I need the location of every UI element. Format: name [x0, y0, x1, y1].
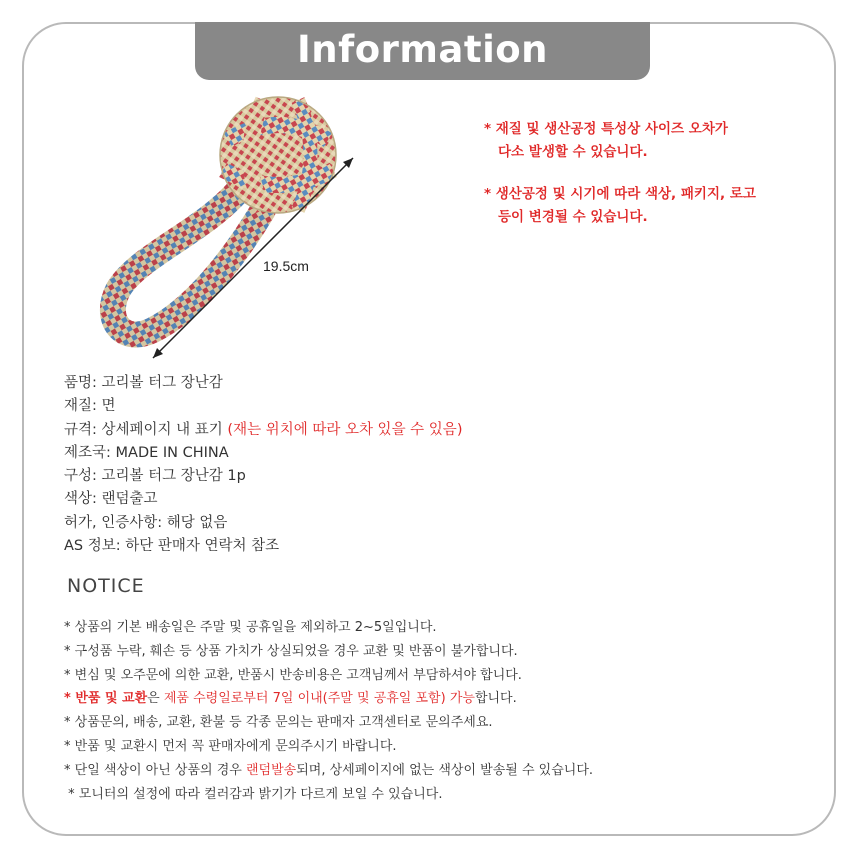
notice-list: [64, 616, 593, 806]
notice-random-highlight: 랜덤발송: [246, 762, 297, 778]
warning-size-line2: 다소 발생할 수 있습니다.: [498, 144, 648, 160]
notice-random-color: [64, 759, 593, 783]
spec-origin: 제조국: MADE IN CHINA: [64, 444, 229, 461]
notice-return-text1: 은: [147, 691, 164, 707]
notice-random-text1: * 단일 색상이 아닌 상품의 경우: [64, 762, 246, 778]
spec-certification: 허가, 인증사항: 해당 없음: [64, 514, 228, 531]
spec-composition: 구성: 고리볼 터그 장난감 1p: [64, 468, 246, 485]
notice-contact-first: * 반품 및 교환시 먼저 꼭 판매자에게 문의주시기 바랍니다.: [64, 738, 397, 754]
notice-random-text2: 되며, 상세페이지에 없는 색상이 발송될 수 있습니다.: [296, 762, 594, 778]
header-tab: [195, 22, 650, 80]
rope-ball-toy-image: [58, 90, 378, 370]
notice-missing-parts: * 구성품 누락, 훼손 등 상품 가치가 상실되었을 경우 교환 및 반품이 불가합니다.: [64, 643, 518, 659]
notice-return-text2: 합니다.: [474, 691, 517, 707]
product-specs: [64, 372, 462, 558]
notice-change-of-mind: * 변심 및 오주문에 의한 교환, 반품시 반송비용은 고객님께서 부담하셔야 합니다.: [64, 667, 522, 683]
spec-size-note: (재는 위치에 따라 오차 있을 수 있음): [227, 421, 463, 438]
spec-name: 품명: 고리볼 터그 장난감: [64, 375, 223, 391]
spec-material: 재질: 면: [64, 398, 116, 415]
notice-inquiries: * 상품문의, 배송, 교환, 환불 등 각종 문의는 판매자 고객센터로 문의주세요.: [64, 715, 493, 731]
notice-shipping: * 상품의 기본 배송일은 주말 및 공휴일을 제외하고 2~5일입니다.: [64, 620, 437, 635]
spec-color: 색상: 랜덤출고: [64, 491, 158, 508]
warning-change: [484, 183, 756, 229]
warning-change-line2: 등이 변경될 수 있습니다.: [498, 209, 648, 225]
notice-return-label: * 반품 및 교환: [64, 691, 148, 707]
warning-size-line1: * 재질 및 생산공정 특성상 사이즈 오차가: [484, 121, 728, 137]
notice-return-highlight: 제품 수령일로부터 7일 이내(주말 및 공휴일 포함) 가능: [163, 691, 475, 707]
warning-change-line1: * 생산공정 및 시기에 따라 색상, 패키지, 로고: [484, 186, 756, 202]
page-title: Information: [296, 28, 549, 71]
spec-as-info: AS 정보: 하단 판매자 연락처 참조: [64, 538, 280, 555]
spec-size-text: 규격: 상세페이지 내 표기: [64, 421, 228, 438]
notice-return-period: [64, 687, 593, 711]
spec-size: [64, 419, 462, 442]
notice-title: NOTICE: [67, 575, 145, 597]
notice-monitor: * 모니터의 설정에 따라 컬러감과 밝기가 다르게 보일 수 있습니다.: [64, 786, 443, 802]
warning-size: [484, 118, 728, 164]
dimension-label: 19.5cm: [263, 258, 309, 274]
